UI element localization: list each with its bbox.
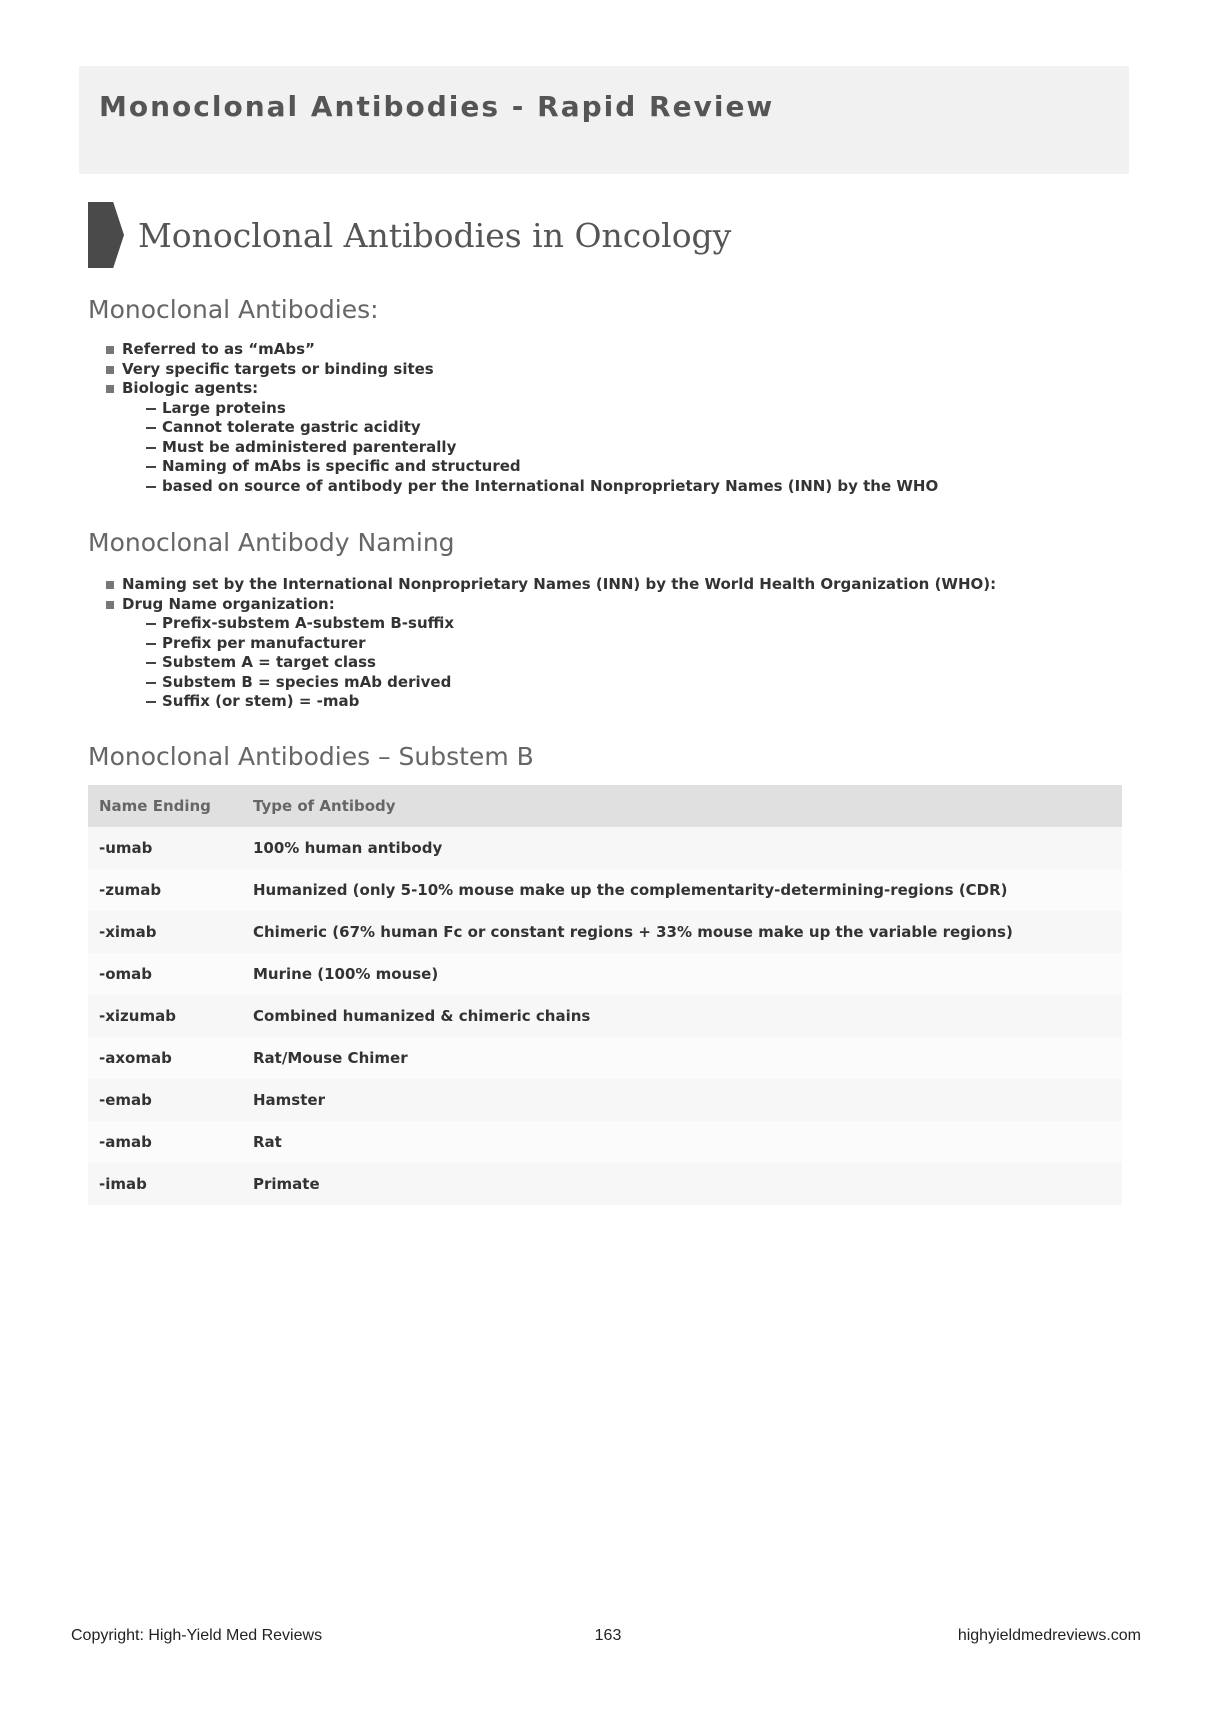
table-row: [88, 1121, 1122, 1163]
section-heading: Monoclonal Antibodies in Oncology: [138, 215, 732, 255]
antibody-type-cell: Humanized (only 5-10% mouse make up the complementarity-determining-regions (CDR): [242, 869, 1122, 911]
list-item: Very specific targets or binding sites: [106, 360, 938, 380]
square-bullet-icon: [106, 581, 114, 589]
biologic-agents-sublist: [122, 399, 938, 497]
dash-bullet-icon: [146, 701, 156, 703]
name-ending-cell: -imab: [88, 1163, 242, 1205]
table-row: [88, 827, 1122, 869]
drug-name-sublist: [122, 614, 996, 712]
list-item: Biologic agents: Large proteins Cannot tolerate gastric acidity Must be administered parenterally Naming of mAbs is specific and structured based on source of antibody per the International Nonproprietary Names (INN) by the WHO: [106, 379, 938, 496]
square-bullet-icon: [106, 366, 114, 374]
sub-list-item: Substem B = species mAb derived: [146, 673, 996, 693]
antibody-type-cell: Rat/Mouse Chimer: [242, 1037, 1122, 1079]
name-ending-cell: -axomab: [88, 1037, 242, 1079]
antibody-type-cell: Rat: [242, 1121, 1122, 1163]
table-header-row: [88, 785, 1122, 827]
antibody-type-cell: Combined humanized & chimeric chains: [242, 995, 1122, 1037]
name-ending-cell: -emab: [88, 1079, 242, 1121]
footer-page-number: 163: [594, 1627, 622, 1644]
antibody-type-cell: Hamster: [242, 1079, 1122, 1121]
dash-bullet-icon: [146, 486, 156, 488]
square-bullet-icon: [106, 346, 114, 354]
sub-list-item: Naming of mAbs is specific and structured: [146, 457, 938, 477]
subheading-substem-b: Monoclonal Antibodies – Substem B: [88, 742, 534, 771]
dash-bullet-icon: [146, 623, 156, 625]
dash-bullet-icon: [146, 662, 156, 664]
name-ending-cell: -umab: [88, 827, 242, 869]
antibody-type-cell: Murine (100% mouse): [242, 953, 1122, 995]
table-row: [88, 1079, 1122, 1121]
table-row: [88, 1037, 1122, 1079]
subheading-monoclonal-antibodies: Monoclonal Antibodies:: [88, 295, 379, 324]
name-ending-cell: -ximab: [88, 911, 242, 953]
subheading-antibody-naming: Monoclonal Antibody Naming: [88, 528, 455, 557]
antibody-type-cell: Primate: [242, 1163, 1122, 1205]
dash-bullet-icon: [146, 682, 156, 684]
section-title: [88, 202, 731, 268]
sub-list-item: Large proteins: [146, 399, 938, 419]
square-bullet-icon: [106, 385, 114, 393]
substem-b-table: [88, 785, 1122, 1205]
dash-bullet-icon: [146, 427, 156, 429]
footer-website: highyieldmedreviews.com: [957, 1627, 1141, 1644]
dash-bullet-icon: [146, 466, 156, 468]
page-title: Monoclonal Antibodies - Rapid Review: [99, 90, 775, 123]
column-header-name-ending: Name Ending: [88, 785, 242, 827]
list-item: Drug Name organization: Prefix-substem A-substem B-suffix Prefix per manufacturer Substem A = target class Substem B = species mAb derived Suffix (or stem) = -mab: [106, 595, 996, 712]
sub-list-item: Suffix (or stem) = -mab: [146, 692, 996, 712]
dash-bullet-icon: [146, 447, 156, 449]
sub-list-item: Prefix-substem A-substem B-suffix: [146, 614, 996, 634]
chevron-marker-icon: [88, 202, 124, 268]
table-row: [88, 911, 1122, 953]
footer-copyright: Copyright: High-Yield Med Reviews: [71, 1627, 323, 1644]
name-ending-cell: -zumab: [88, 869, 242, 911]
table-row: [88, 953, 1122, 995]
list-item: Naming set by the International Nonproprietary Names (INN) by the World Health Organization (WHO):: [106, 575, 996, 595]
antibody-type-cell: Chimeric (67% human Fc or constant regions + 33% mouse make up the variable regions): [242, 911, 1122, 953]
table-row: [88, 995, 1122, 1037]
page-header: [79, 66, 1129, 174]
column-header-antibody-type: Type of Antibody: [242, 785, 1122, 827]
dash-bullet-icon: [146, 408, 156, 410]
dash-bullet-icon: [146, 643, 156, 645]
table-row: [88, 869, 1122, 911]
sub-list-item: Must be administered parenterally: [146, 438, 938, 458]
list-item: Referred to as “mAbs”: [106, 340, 938, 360]
sub-list-item: Prefix per manufacturer: [146, 634, 996, 654]
naming-bullet-list: [106, 575, 996, 712]
name-ending-cell: -amab: [88, 1121, 242, 1163]
table-row: [88, 1163, 1122, 1205]
name-ending-cell: -xizumab: [88, 995, 242, 1037]
square-bullet-icon: [106, 601, 114, 609]
sub-list-item: based on source of antibody per the International Nonproprietary Names (INN) by the WHO: [146, 477, 938, 497]
sub-list-item: Cannot tolerate gastric acidity: [146, 418, 938, 438]
mabs-bullet-list: [106, 340, 938, 496]
antibody-type-cell: 100% human antibody: [242, 827, 1122, 869]
sub-list-item: Substem A = target class: [146, 653, 996, 673]
name-ending-cell: -omab: [88, 953, 242, 995]
